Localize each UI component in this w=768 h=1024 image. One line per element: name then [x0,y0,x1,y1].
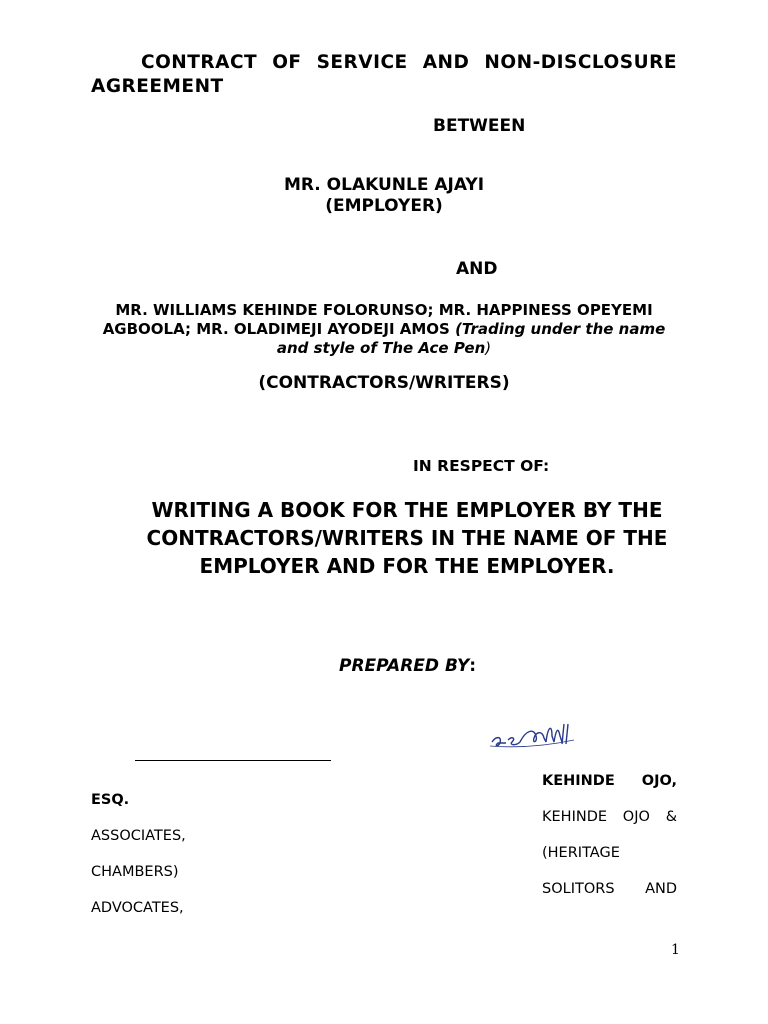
signature-line [135,760,331,761]
left-col-line-1: ESQ. [91,792,130,808]
prepared-by-colon: : [469,656,477,676]
and-label: AND [456,259,498,279]
left-col-line-4: ADVOCATES, [91,900,184,916]
contractor-parties [96,301,672,358]
employer-role: (EMPLOYER) [325,196,443,216]
handwritten-signature [486,716,578,752]
employer-name: MR. OLAKUNLE AJAYI [283,175,485,195]
prepared-by-label [339,656,476,676]
contractor-names: MR. WILLIAMS KEHINDE FOLORUNSO; MR. HAPPINESS OPEYEMI AGBOOLA; MR. OLADIMEJI AYODEJI AMOS [102,301,653,338]
right-col-line-4: SOLITORS AND [542,881,677,897]
title-line-2: AGREEMENT [91,76,224,97]
title-line-1: CONTRACT OF SERVICE AND NON-DISCLOSURE [141,52,677,73]
page-number: 1 [671,942,680,958]
left-col-line-2: ASSOCIATES, [91,828,186,844]
between-label: BETWEEN [433,116,526,136]
right-col-line-1: KEHINDE OJO, [542,773,677,789]
trading-name-close: ) [485,339,492,357]
right-col-line-2: KEHINDE OJO & [542,809,677,825]
trading-name: (Trading under the name and style of The Ace Pen [276,320,666,357]
in-respect-of-label: IN RESPECT OF: [413,457,550,475]
contractors-role: (CONTRACTORS/WRITERS) [258,373,510,393]
agreement-subject: WRITING A BOOK FOR THE EMPLOYER BY THE CONTRACTORS/WRITERS IN THE NAME OF THE EMPLOYER AND FOR THE EMPLOYER. [146,498,668,578]
right-col-line-3: (HERITAGE [542,845,620,861]
left-col-line-3: CHAMBERS) [91,864,179,880]
prepared-by-text: PREPARED BY [339,656,470,676]
